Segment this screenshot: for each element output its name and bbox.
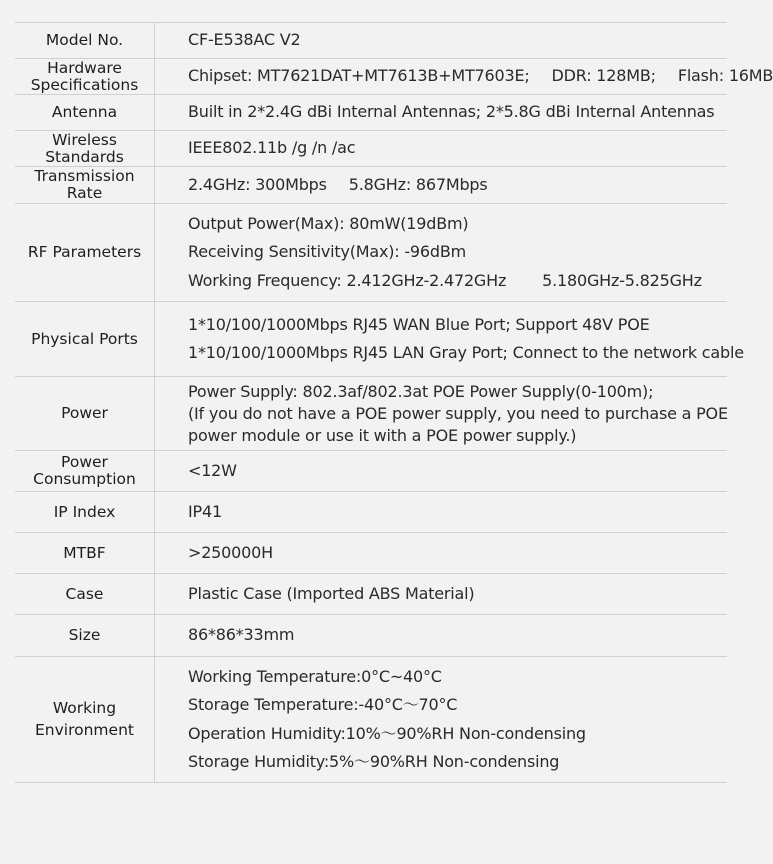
label-text: Hardware xyxy=(47,58,122,77)
spec-value xyxy=(155,131,727,166)
spec-value xyxy=(155,59,773,94)
spec-label xyxy=(15,95,155,130)
value-text: Chipset: MT7621DAT+MT7613B+MT7603E; xyxy=(188,66,530,86)
label-text: RF Parameters xyxy=(27,243,142,261)
label-text: Transmission Rate xyxy=(34,167,135,202)
spec-row-environment xyxy=(15,657,727,783)
value-text: IP41 xyxy=(188,501,222,521)
label-text: Physical Ports xyxy=(31,329,138,348)
spec-row-case xyxy=(15,574,727,615)
value-text: Plastic Case (Imported ABS Material) xyxy=(188,583,475,603)
spec-row-model xyxy=(15,23,727,59)
spec-label xyxy=(15,204,155,301)
spec-value xyxy=(155,95,727,130)
value-text: Built in 2*2.4G dBi Internal Antennas; 2*5.8G dBi Internal Antennas xyxy=(188,102,715,122)
value-text: Receiving Sensitivity(Max): -96dBm xyxy=(188,242,467,262)
spec-label xyxy=(15,615,155,656)
spec-row-ports xyxy=(15,302,744,377)
value-text: (If you do not have a POE power supply, you need to purchase a POE xyxy=(188,403,728,423)
value-text: Flash: 16MB xyxy=(677,66,773,86)
value-text: 1*10/100/1000Mbps RJ45 WAN Blue Port; Support 48V POE xyxy=(188,314,650,334)
spec-value xyxy=(155,492,727,532)
label-text: Size xyxy=(68,626,101,644)
value-text: Power Supply: 802.3af/802.3at POE Power Supply(0-100m); xyxy=(188,381,654,401)
value-text: Operation Humidity:10%～90%RH Non-condensing xyxy=(188,723,586,743)
spec-label xyxy=(15,451,155,491)
spec-label xyxy=(15,533,155,573)
spec-label xyxy=(15,574,155,614)
spec-label xyxy=(15,377,155,450)
spec-row-power xyxy=(15,377,727,451)
spec-row-hardware xyxy=(15,58,773,95)
value-text: CF-E538AC V2 xyxy=(188,30,301,50)
spec-row-consumption xyxy=(15,451,727,492)
spec-label xyxy=(15,657,155,782)
value-text: 1*10/100/1000Mbps RJ45 LAN Gray Port; Connect to the network cable xyxy=(188,343,744,362)
value-text: <12W xyxy=(188,460,237,480)
spec-table xyxy=(15,22,773,783)
spec-row-mtbf xyxy=(15,533,727,574)
label-text: Antenna xyxy=(51,103,118,121)
spec-value xyxy=(155,657,727,782)
spec-value xyxy=(155,533,727,573)
spec-value xyxy=(155,615,727,656)
label-text: Standards xyxy=(45,147,124,166)
spec-label xyxy=(15,167,155,203)
spec-value xyxy=(155,23,727,58)
spec-row-wireless xyxy=(15,131,727,167)
value-text: 5.8GHz: 867Mbps xyxy=(348,174,488,194)
label-text: Case xyxy=(65,584,104,603)
spec-label xyxy=(15,59,155,94)
value-text: Output Power(Max): 80mW(19dBm) xyxy=(188,213,469,233)
label-text: MTBF xyxy=(63,543,106,562)
value-text: 5.180GHz-5.825GHz xyxy=(542,270,702,290)
spec-label xyxy=(15,131,155,166)
label-text: Wireless xyxy=(52,130,117,149)
value-text: 86*86*33mm xyxy=(188,625,295,645)
value-text: Working Frequency: 2.412GHz-2.472GHz xyxy=(188,270,507,290)
spec-value xyxy=(155,451,727,491)
label-text: IP Index xyxy=(53,502,116,521)
spec-label xyxy=(15,23,155,58)
spec-row-ip xyxy=(15,492,727,533)
label-text: Power xyxy=(61,404,108,422)
spec-value xyxy=(155,574,727,614)
spec-row-antenna xyxy=(15,95,727,131)
label-text: Specifications xyxy=(30,75,139,94)
value-text: power module or use it with a POE power supply.) xyxy=(188,425,577,445)
value-text: Storage Temperature:-40°C～70°C xyxy=(188,695,458,714)
spec-row-rf xyxy=(15,204,727,302)
spec-value xyxy=(155,167,727,203)
value-text: IEEE802.11b /g /n /ac xyxy=(188,138,356,158)
value-text: Working Temperature:0°C~40°C xyxy=(188,666,442,686)
label-text: Model No. xyxy=(45,31,124,49)
value-text: DDR: 128MB; xyxy=(551,66,656,86)
value-text: >250000H xyxy=(188,542,273,562)
spec-value xyxy=(155,377,728,450)
spec-label xyxy=(15,492,155,532)
value-text: 2.4GHz: 300Mbps xyxy=(188,174,327,194)
label-text: Consumption xyxy=(33,470,136,488)
spec-label xyxy=(15,302,155,376)
spec-row-transmission xyxy=(15,167,727,204)
value-text: Storage Humidity:5%～90%RH Non-condensing xyxy=(188,752,560,771)
spec-value xyxy=(155,302,744,376)
label-text: Power xyxy=(61,453,108,471)
label-text: Working xyxy=(52,699,117,717)
label-text: Environment xyxy=(35,721,134,739)
spec-value xyxy=(155,204,727,301)
spec-row-size xyxy=(15,615,727,657)
